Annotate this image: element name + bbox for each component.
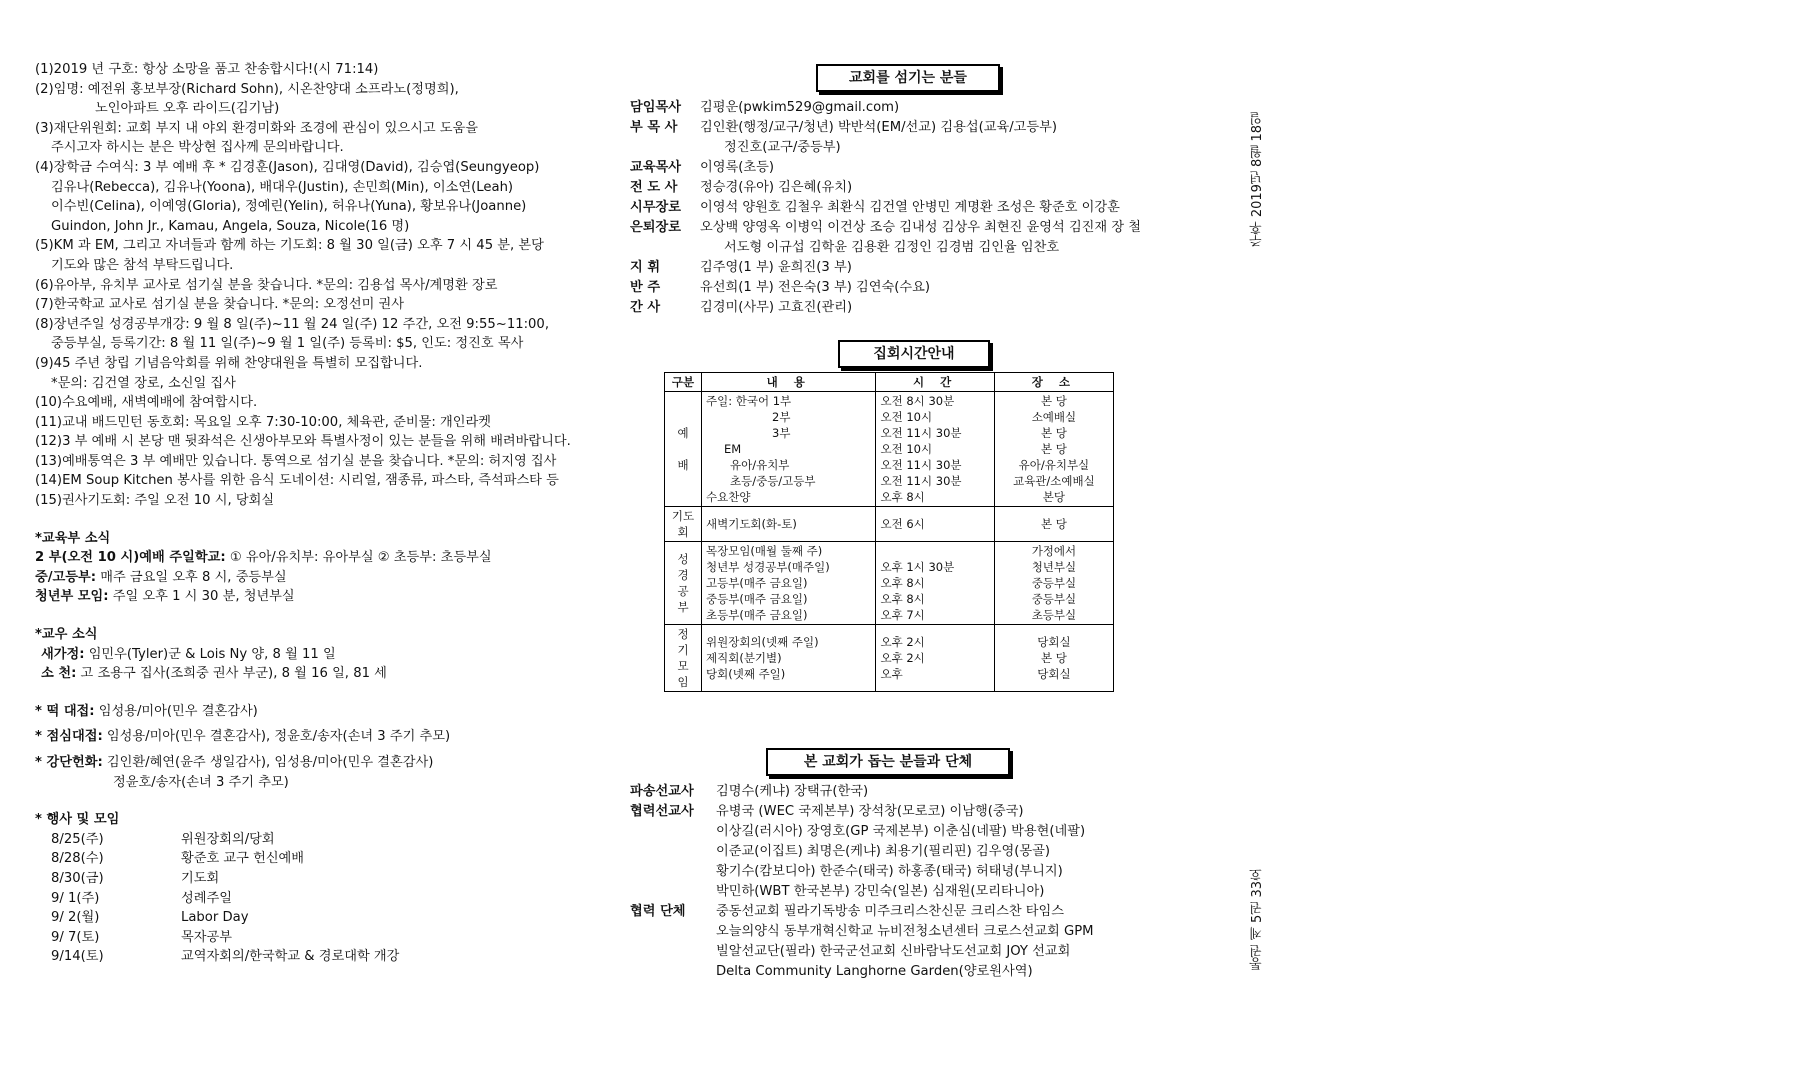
schedule-times — [876, 625, 994, 692]
schedule-entry: 2부 — [772, 410, 791, 424]
schedule-entry: 본 당 — [1040, 517, 1067, 531]
schedule-entry: 가정에서 — [1031, 544, 1077, 558]
schedule-entry: 청년부실 — [1031, 560, 1077, 574]
schedule-entry: 본당 — [1042, 490, 1066, 504]
announcement-line: (5)KM 과 EM, 그리고 자녀들과 함께 하는 기도회: 8 월 30 일(금) 오후 7 시 45 분, 본당 — [35, 238, 544, 254]
schedule-places — [994, 392, 1113, 507]
schedule-entry: 오전 6시 — [880, 517, 925, 531]
missions-row — [630, 922, 1094, 942]
staff-row — [630, 178, 1141, 198]
staff-names: 김경미(사무) 고효진(관리) — [700, 300, 853, 315]
staff-row — [630, 98, 1141, 118]
staff-names: 김주영(1 부) 윤희진(3 부) — [700, 260, 852, 275]
event-name: 성례주일 — [181, 890, 232, 906]
schedule-header: 시 간 — [876, 373, 994, 392]
announcement-line: 기도와 많은 참석 부탁드립니다. — [51, 257, 234, 273]
schedule-entry: 청년부 성경공부(매주일) — [706, 560, 830, 574]
event-name: 기도회 — [181, 870, 220, 886]
schedule-entry: 초등부실 — [1031, 608, 1077, 622]
members-title: *교우 소식 — [35, 627, 98, 643]
schedule-entry: 제직회(분기별) — [706, 651, 782, 665]
schedule-entry: 오후 8시 — [880, 576, 925, 590]
schedule-items — [702, 507, 876, 542]
event-row — [35, 849, 595, 869]
schedule-category: 정 기 모 임 — [665, 625, 702, 692]
staff-names: 정진호(교구/중등부) — [724, 140, 841, 155]
bulletin-volume: 통권 제 5권 33호 — [1250, 868, 1265, 971]
schedule-entry: 오후 1시 30분 — [880, 560, 955, 574]
schedule-entry: 오전 11시 30분 — [880, 474, 962, 488]
schedule-entry: 오후 7시 — [880, 608, 925, 622]
schedule-table — [664, 372, 1114, 692]
schedule-entry: 오전 11시 30분 — [880, 458, 962, 472]
staff-role-label: 지 휘 — [630, 260, 661, 275]
missions-names: 유병국 (WEC 국제본부) 장석창(모로코) 이남행(중국) — [716, 804, 1024, 819]
missions-names: 오늘의양식 동부개혁신학교 뉴비전청소년센터 크로스선교회 GPM — [716, 924, 1094, 939]
staff-list — [630, 98, 1141, 318]
schedule-header: 내 용 — [702, 373, 876, 392]
schedule-entry: 오후 2시 — [880, 651, 925, 665]
schedule-times — [876, 507, 994, 542]
staff-role-label: 간 사 — [630, 300, 661, 315]
missions-row — [630, 962, 1094, 982]
education-line: 청년부 모임: 주일 오후 1 시 30 분, 청년부실 — [35, 589, 295, 605]
announcement-line: (14)EM Soup Kitchen 봉사를 위한 음식 도네이션: 시리얼, 잼종류, 파스타, 즉석파스타 등 — [35, 473, 559, 489]
schedule-row — [665, 507, 1114, 542]
offering-lunch: * 점심대접: 임성용/미아(민우 결혼감사), 정윤호/송자(손녀 3 주기 추모) — [35, 729, 451, 745]
events-title: * 행사 및 모임 — [35, 812, 120, 828]
schedule-entry: 수요찬양 — [706, 490, 751, 504]
missions-names: 황기수(캄보디아) 한준수(태국) 하홍종(태국) 허태녕(부니지) — [716, 864, 1063, 879]
staff-title: 교회를 섬기는 분들 — [816, 64, 1000, 92]
missions-row — [630, 782, 1094, 802]
education-line: 중/고등부: 매주 금요일 오후 8 시, 중등부실 — [35, 569, 287, 585]
staff-names: 정승경(유아) 김은혜(유치) — [700, 180, 853, 195]
event-row — [35, 889, 595, 909]
missions-row — [630, 822, 1094, 842]
schedule-entry: 본 당 — [1040, 426, 1067, 440]
announcement-line: (15)권사기도회: 주일 오전 10 시, 당회실 — [35, 493, 275, 509]
schedule-entry: 유아/유치부실 — [1018, 458, 1090, 472]
event-date: 9/ 2(월) — [51, 910, 100, 926]
announcement-line: (4)장학금 수여식: 3 부 예배 후 * 김경훈(Jason), 김대영(David), 김승엽(Seungyeop) — [35, 159, 540, 175]
schedule-title: 집회시간안내 — [838, 340, 990, 368]
missions-row — [630, 942, 1094, 962]
announcement-line: *문의: 김건열 장로, 소신일 집사 — [51, 375, 236, 391]
staff-names: 이영석 양원호 김철우 최환식 김건열 안병민 계명환 조성은 황준호 이강훈 — [700, 200, 1120, 215]
offering-rice: * 떡 대접: 임성용/미아(민우 결혼감사) — [35, 703, 258, 719]
schedule-entry: 목장모임(매월 둘째 주) — [706, 544, 823, 558]
announcement-line: (10)수요예배, 새벽예배에 참여합시다. — [35, 395, 258, 411]
announcement-line: (11)교내 배드민턴 동호회: 목요일 오후 7:30-10:00, 체육관, 준비물: 개인라켓 — [35, 414, 491, 430]
staff-role-label: 전 도 사 — [630, 180, 678, 195]
announcement-line: (6)유아부, 유치부 교사로 섬기실 분을 찾습니다. *문의: 김용섭 목사/계명환 장로 — [35, 277, 498, 293]
announcement-line: (12)3 부 예배 시 본당 맨 뒷좌석은 신생아부모와 특별사정이 있는 분들을 위해 배려바랍니다. — [35, 434, 571, 450]
schedule-entry: 오후 8시 — [880, 592, 925, 606]
event-date: 9/ 7(토) — [51, 929, 100, 945]
schedule-entry: 고등부(매주 금요일) — [706, 576, 808, 590]
announcement-line: (2)임명: 예전위 홍보부장(Richard Sohn), 시온찬양대 소프라노(정명희), — [35, 81, 459, 97]
schedule-entry: 당회실 — [1037, 667, 1071, 681]
schedule-entry: 당회실 — [1037, 635, 1071, 649]
schedule-entry: 유아/유치부 — [730, 458, 790, 472]
missions-list — [630, 782, 1094, 982]
staff-role-label: 부 목 사 — [630, 120, 678, 135]
missions-row — [630, 862, 1094, 882]
schedule-entry: 오후 — [880, 667, 903, 681]
staff-role-label: 시무장로 — [630, 200, 681, 215]
announcement-line: 김유나(Rebecca), 김유나(Yoona), 배대우(Justin), 손민희(Min), 이소연(Leah) — [51, 179, 514, 195]
announcement-line: (3)재단위원회: 교회 부지 내 야외 환경미화와 조경에 관심이 있으시고 도움을 — [35, 120, 479, 136]
schedule-entry: 본 당 — [1040, 394, 1067, 408]
event-name: Labor Day — [181, 910, 249, 926]
schedule-times — [876, 392, 994, 507]
schedule-entry: 오전 10시 — [880, 442, 933, 456]
schedule-row — [665, 542, 1114, 625]
staff-row — [630, 138, 1141, 158]
staff-row — [630, 198, 1141, 218]
schedule-entry: 소예배실 — [1031, 410, 1077, 424]
schedule-entry: 주일: 한국어 1부 — [706, 394, 792, 408]
staff-role-label: 반 주 — [630, 280, 661, 295]
schedule-items — [702, 542, 876, 625]
schedule-places — [994, 542, 1113, 625]
schedule-header: 장 소 — [994, 373, 1113, 392]
announcement-line: 노인아파트 오후 라이드(김기남) — [95, 101, 280, 117]
event-date: 9/14(토) — [51, 949, 104, 965]
offering-flower-cont: 정윤호/송자(손녀 3 주기 추모) — [113, 774, 289, 790]
schedule-entry: 당회(넷째 주일) — [706, 667, 786, 681]
staff-row — [630, 258, 1141, 278]
missions-title: 본 교회가 돕는 분들과 단체 — [766, 748, 1010, 776]
staff-row — [630, 238, 1141, 258]
announcement-line: (1)2019 년 구호: 항상 소망을 품고 찬송합시다!(시 71:14) — [35, 62, 379, 77]
schedule-entry: 본 당 — [1040, 651, 1067, 665]
schedule-entry — [880, 543, 989, 559]
schedule-entry: 오후 2시 — [880, 635, 925, 649]
schedule-category: 예 배 — [665, 392, 702, 507]
staff-names: 김인환(행정/교구/청년) 박반석(EM/선교) 김용섭(교육/고등부) — [700, 120, 1057, 135]
schedule-entry: EM — [724, 442, 742, 456]
announcement-line: 이수빈(Celina), 이예영(Gloria), 정예린(Yelin), 허유나(Yuna), 황보유나(Joanne) — [51, 199, 527, 215]
staff-names: 유선희(1 부) 전은숙(3 부) 김연숙(수요) — [700, 280, 931, 295]
missions-row — [630, 882, 1094, 902]
schedule-entry: 초등부(매주 금요일) — [706, 608, 808, 622]
missions-names: 이상길(러시아) 장영호(GP 국제본부) 이춘심(네팔) 박용현(네팔) — [716, 824, 1086, 839]
schedule-times — [876, 542, 994, 625]
missions-role-label: 협력선교사 — [630, 804, 694, 819]
staff-role-label: 담임목사 — [630, 100, 681, 115]
schedule-places — [994, 625, 1113, 692]
announcement-line: (8)장년주일 성경공부개강: 9 월 8 일(주)~11 월 24 일(주) 12 주간, 오전 9:55~11:00, — [35, 316, 550, 332]
event-row — [35, 869, 595, 889]
education-title: *교육부 소식 — [35, 530, 111, 546]
schedule-entry: 본 당 — [1040, 442, 1067, 456]
missions-names: 이준교(이집트) 최명은(케냐) 최용기(필리핀) 김우영(몽골) — [716, 844, 1050, 859]
schedule-category: 기도회 — [665, 507, 702, 542]
event-name: 황준호 교구 헌신예배 — [181, 851, 305, 867]
event-name: 교역자회의/한국학교 & 경로대학 개강 — [181, 949, 400, 965]
announcement-line: (7)한국학교 교사로 섬기실 분을 찾습니다. *문의: 오정선미 권사 — [35, 297, 404, 313]
announcement-line: Guindon, John Jr., Kamau, Angela, Souza, Nicole(16 명) — [51, 218, 410, 234]
event-date: 9/ 1(주) — [51, 890, 100, 906]
event-date: 8/28(수) — [51, 851, 104, 867]
event-row — [35, 830, 595, 850]
schedule-items — [702, 392, 876, 507]
announcement-line: (9)45 주년 창립 기념음악회를 위해 찬양대원을 특별히 모집합니다. — [35, 355, 423, 371]
staff-row — [630, 118, 1141, 138]
event-date: 8/30(금) — [51, 870, 104, 886]
schedule-items — [702, 625, 876, 692]
schedule-category: 성 경 공 부 — [665, 542, 702, 625]
missions-names: 중동선교회 필라기독방송 미주크리스찬신문 크리스찬 타임스 — [716, 904, 1064, 919]
schedule-entry: 초등/중등/고등부 — [730, 474, 816, 488]
schedule-entry: 위원장회의(넷째 주일) — [706, 635, 819, 649]
event-name: 목자공부 — [181, 929, 232, 945]
schedule-entry: 중등부실 — [1031, 592, 1077, 606]
announcement-line: 주시고자 하시는 분은 박상현 집사께 문의바랍니다. — [51, 140, 344, 156]
schedule-entry: 3부 — [772, 426, 791, 440]
schedule-entry: 새벽기도회(화-토) — [706, 517, 797, 531]
staff-row — [630, 158, 1141, 178]
staff-role-label: 은퇴장로 — [630, 220, 681, 235]
missions-names: 빌알선교단(필라) 한국군선교회 신바람낙도선교회 JOY 선교회 — [716, 944, 1071, 959]
staff-names: 이영록(초등) — [700, 160, 774, 175]
event-row — [35, 928, 595, 948]
staff-names: 오상백 양영옥 이병익 이건상 조승 김내성 김상우 최현진 윤영석 김진재 장 철 — [700, 220, 1142, 235]
missions-row — [630, 902, 1094, 922]
missions-role-label: 협력 단체 — [630, 904, 686, 919]
staff-row — [630, 278, 1141, 298]
schedule-header: 구분 — [665, 373, 702, 392]
members-line: 새가정: 임민우(Tyler)군 & Lois Ny 양, 8 월 11 일 — [41, 646, 336, 662]
schedule-entry: 중등부실 — [1031, 576, 1077, 590]
missions-row — [630, 802, 1094, 822]
schedule-entry: 오전 8시 30분 — [880, 394, 955, 408]
schedule-entry: 중등부(매주 금요일) — [706, 592, 808, 606]
missions-row — [630, 842, 1094, 862]
announcement-line: 중등부실, 등록기간: 8 월 11 일(주)~9 월 1 일(주) 등록비: $5, 인도: 정진호 목사 — [51, 336, 524, 352]
members-line: 소 천: 고 조용구 집사(조희중 권사 부군), 8 월 16 일, 81 세 — [41, 666, 387, 682]
event-name: 위원장회의/당회 — [181, 831, 275, 847]
event-row — [35, 908, 595, 928]
schedule-places — [994, 507, 1113, 542]
schedule-entry: 오전 10시 — [880, 410, 933, 424]
staff-names: 서도형 이규섭 김학윤 김용환 김정인 김경범 김인율 임찬호 — [724, 240, 1060, 255]
staff-row — [630, 298, 1141, 318]
missions-names: 박민하(WBT 한국본부) 강민숙(일본) 심재원(모리타니아) — [716, 884, 1045, 899]
schedule-row — [665, 625, 1114, 692]
missions-names: Delta Community Langhorne Garden(양로원사역) — [716, 964, 1033, 979]
staff-names: 김평운(pwkim529@gmail.com) — [700, 100, 900, 115]
event-row — [35, 947, 595, 967]
announcements-column — [35, 60, 595, 967]
announcement-line: (13)예배통역은 3 부 예배만 있습니다. 통역으로 섬기실 분을 찾습니다. *문의: 허지영 집사 — [35, 453, 557, 469]
education-line: 2 부(오전 10 시)예배 주일학교: ① 유아/유치부: 유아부실 ② 초등부: 초등부실 — [35, 550, 492, 566]
missions-names: 김명수(케냐) 장택규(한국) — [716, 784, 869, 799]
schedule-entry: 오후 8시 — [880, 490, 925, 504]
missions-role-label: 파송선교사 — [630, 784, 694, 799]
schedule-entry: 오전 11시 30분 — [880, 426, 962, 440]
event-date: 8/25(주) — [51, 831, 104, 847]
schedule-row — [665, 392, 1114, 507]
offering-flower: * 강단헌화: 김인환/혜연(윤주 생일감사), 임성용/미아(민우 결혼감사) — [35, 755, 434, 770]
schedule-entry: 교육관/소예배실 — [1013, 474, 1095, 488]
bulletin-date: 주후 2019년 8월 18일 — [1250, 112, 1265, 248]
events-list — [35, 830, 595, 967]
staff-row — [630, 218, 1141, 238]
staff-role-label: 교육목사 — [630, 160, 681, 175]
